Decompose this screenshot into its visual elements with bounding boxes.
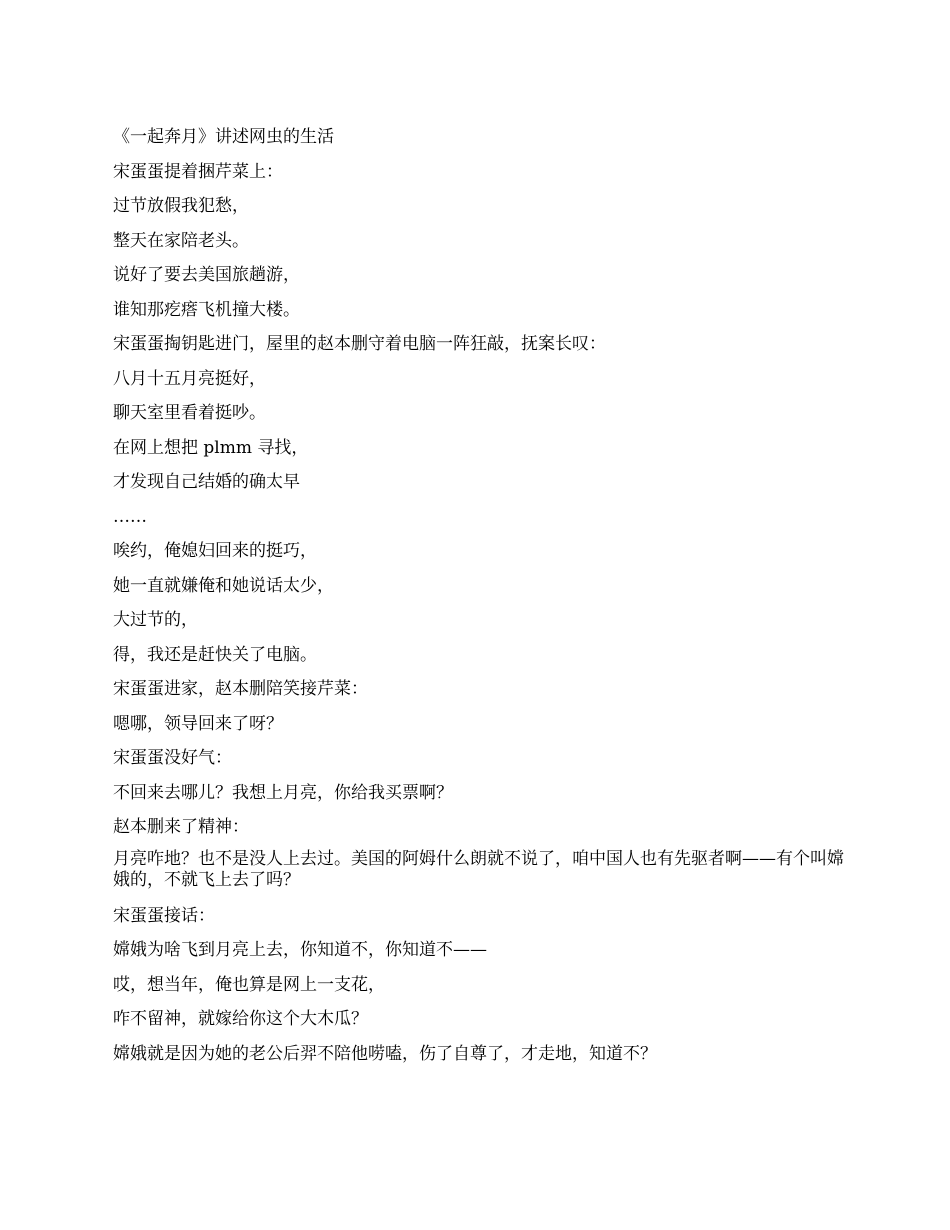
text-line: 整天在家陪老头。 bbox=[113, 230, 249, 251]
text-line: 才发现自己结婚的确太早 bbox=[113, 472, 300, 492]
text-line: 嗯哪，领导回来了呀？ bbox=[113, 713, 283, 734]
text-line: 八月十五月亮挺好， bbox=[113, 368, 266, 389]
text-line: 宋蛋蛋接话： bbox=[113, 905, 215, 926]
text-line: 得，我还是赶快关了电脑。 bbox=[113, 644, 317, 665]
text-line: 嫦娥为啥飞到月亮上去，你知道不，你知道不—— bbox=[113, 940, 487, 960]
text-line: 聊天室里看着挺吵。 bbox=[113, 403, 266, 423]
text-line: 过节放假我犯愁， bbox=[113, 196, 249, 216]
text-line: 咋不留神，就嫁给你这个大木瓜？ bbox=[113, 1009, 368, 1029]
text-line: 嫦娥就是因为她的老公后羿不陪他唠嗑，伤了自尊了，才走地，知道不？ bbox=[113, 1043, 657, 1064]
text-line: 宋蛋蛋没好气： bbox=[113, 748, 232, 768]
text-line: 不回来去哪儿？我想上月亮，你给我买票啊？ bbox=[113, 782, 453, 803]
document-title: 《一起奔月》讲述网虫的生活 bbox=[113, 127, 334, 147]
text-paragraph: 月亮咋地？也不是没人上去过。美国的阿姆什么朗就不说了，咱中国人也有先驱者啊——有个叫嫦娥的，不就飞上去了吗？ bbox=[113, 848, 844, 890]
document-body bbox=[113, 124, 853, 1075]
text-line: 哎，想当年，俺也算是网上一支花， bbox=[113, 974, 385, 995]
text-line: 赵本删来了精神： bbox=[113, 817, 249, 837]
text-line: 说好了要去美国旅趟游， bbox=[113, 265, 300, 285]
text-line: 宋蛋蛋进家，赵本删陪笑接芹菜： bbox=[113, 679, 368, 699]
ellipsis-line: …… bbox=[113, 506, 147, 527]
text-line: 唉约，俺媳妇回来的挺巧， bbox=[113, 541, 317, 561]
text-line: 宋蛋蛋掏钥匙进门，屋里的赵本删守着电脑一阵狂敲，抚案长叹： bbox=[113, 334, 606, 354]
text-line: 她一直就嫌俺和她说话太少， bbox=[113, 575, 334, 596]
text-line: 在网上想把 plmm 寻找， bbox=[113, 437, 309, 458]
text-line: 大过节的， bbox=[113, 610, 198, 630]
text-line: 谁知那疙瘩飞机撞大楼。 bbox=[113, 299, 300, 320]
text-line: 宋蛋蛋提着捆芹菜上： bbox=[113, 161, 283, 182]
